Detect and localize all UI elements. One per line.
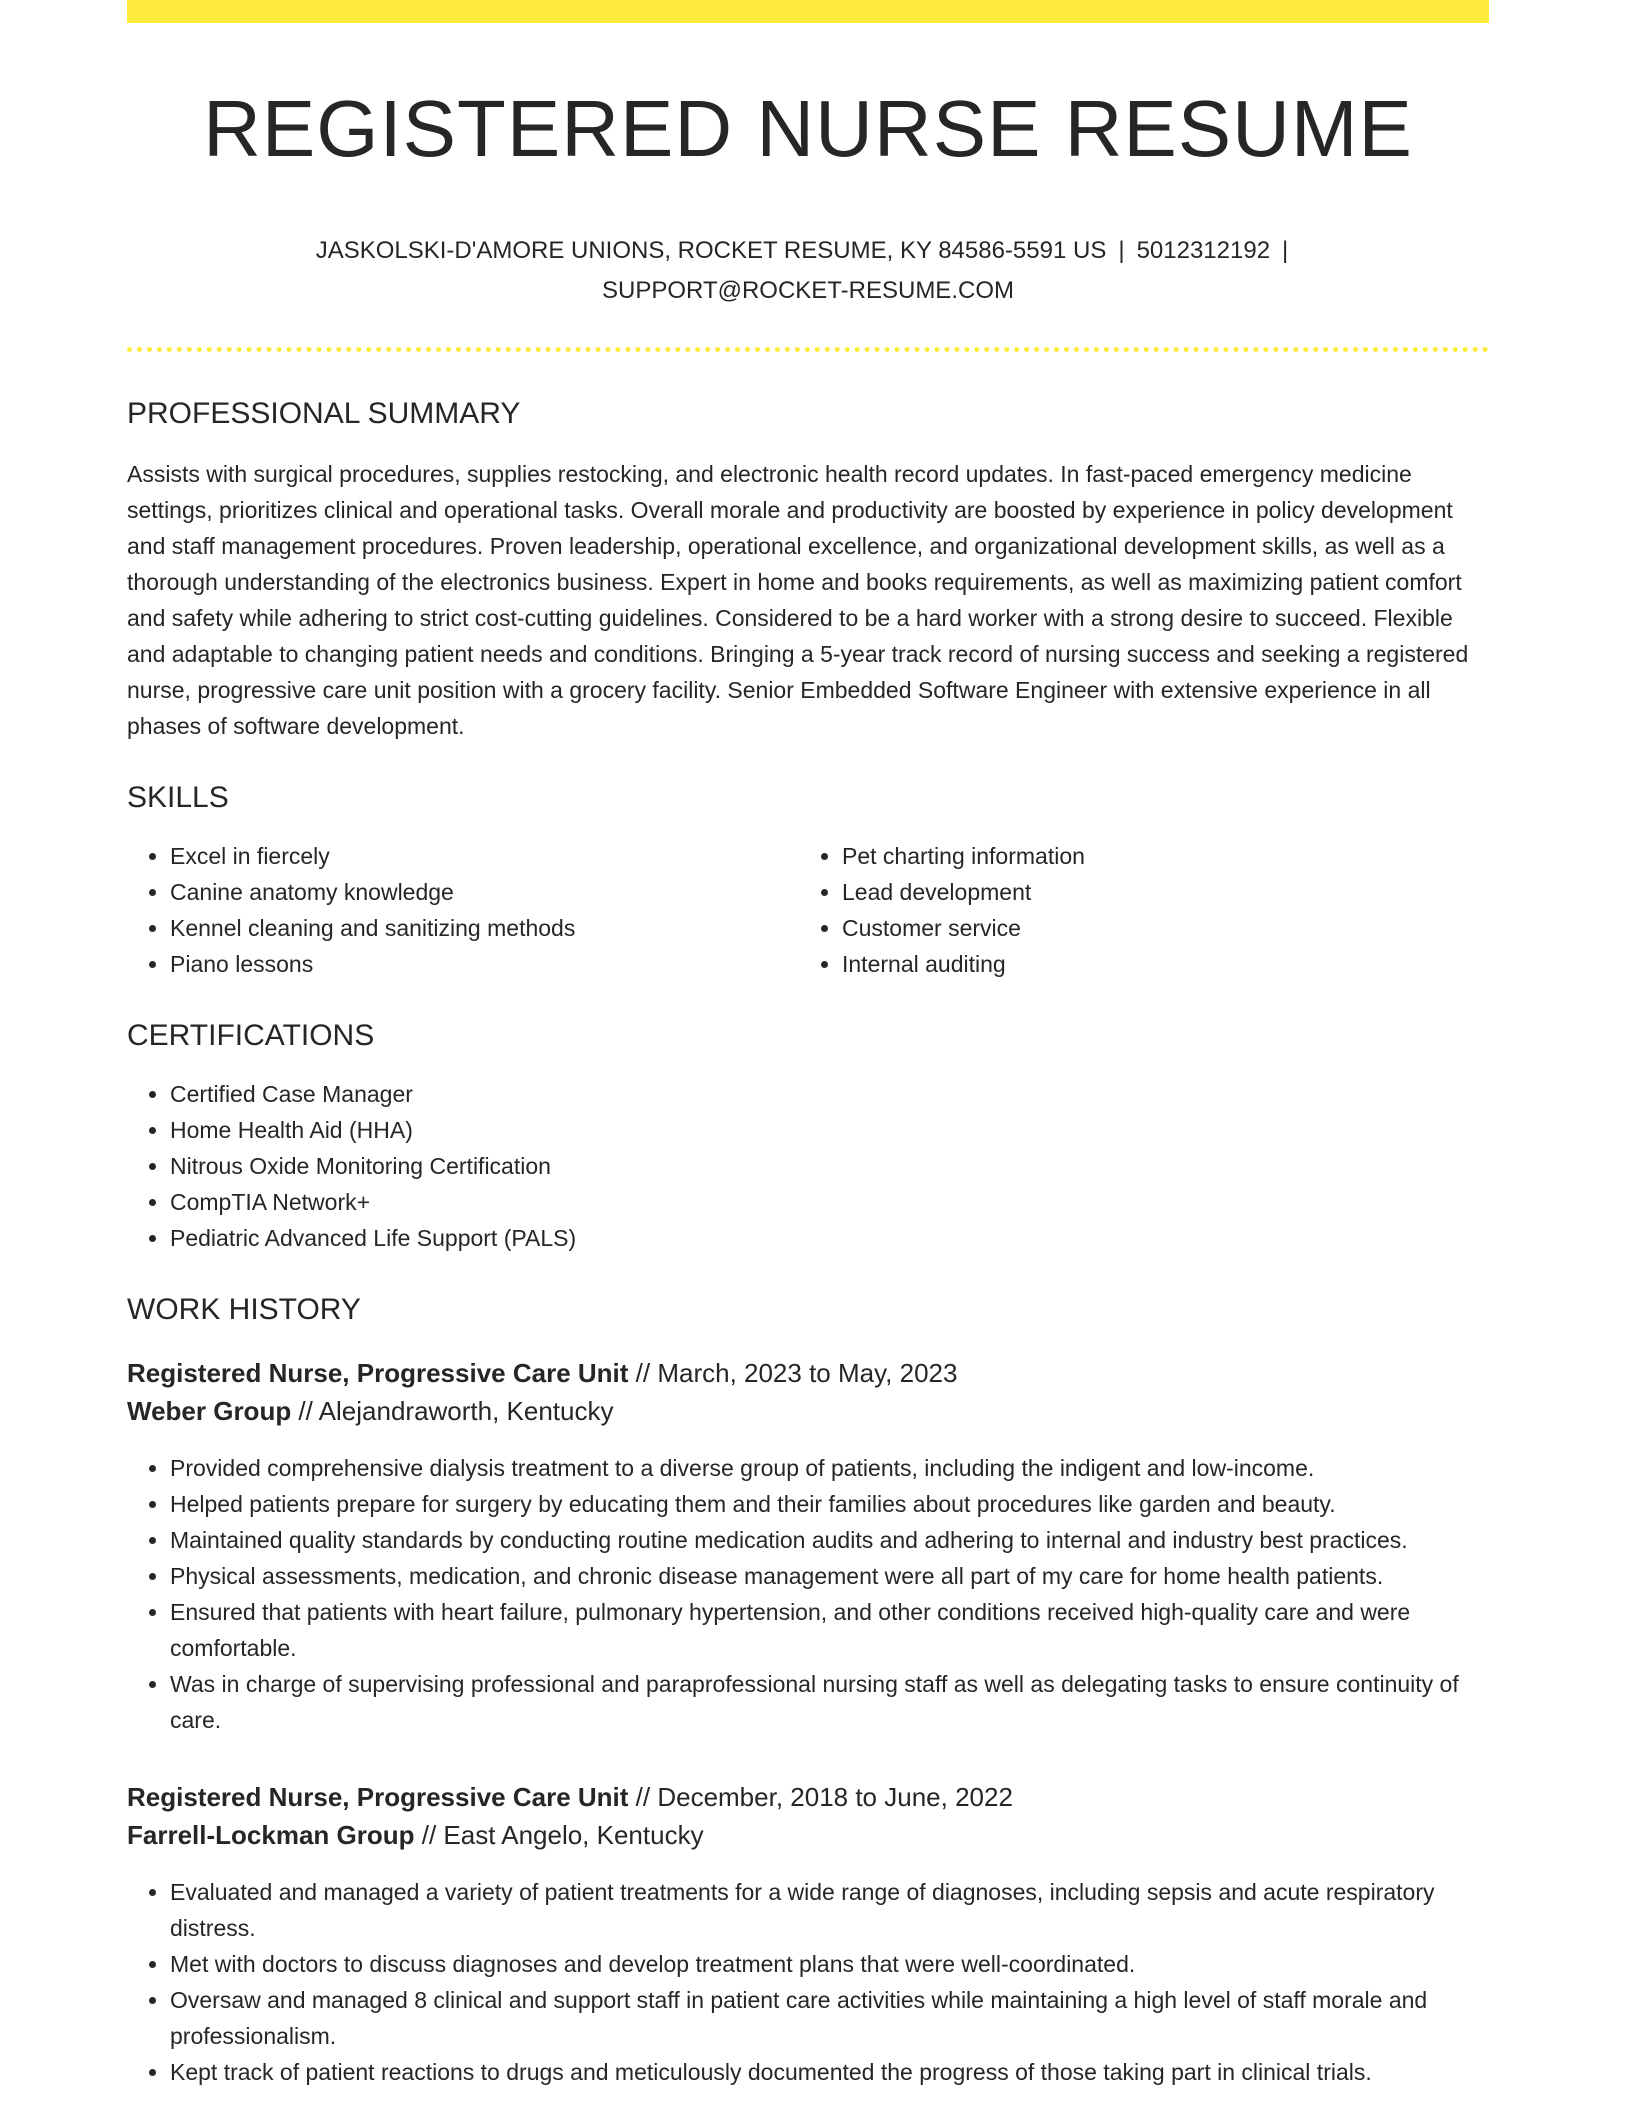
- job-duty: • Oversaw and managed 8 clinical and support staff in patient care activities while maintaining a high level of staff morale and professionalism.: [170, 1982, 1489, 2054]
- skills-heading: SKILLS: [127, 781, 229, 814]
- job-duty: • Ensured that patients with heart failure, pulmonary hypertension, and other conditions received high-quality care and were comfortable.: [170, 1594, 1489, 1666]
- skills-column-left: [127, 838, 799, 982]
- contact-address: JASKOLSKI-D'AMORE UNIONS, ROCKET RESUME, KY 84586-5591 US: [315, 237, 1107, 264]
- skills-column-right: [799, 838, 1471, 982]
- job-company: Weber Group: [127, 1396, 292, 1426]
- job-company-line: [127, 1392, 1489, 1430]
- job-title: Registered Nurse, Progressive Care Unit: [127, 1358, 629, 1388]
- certification-item: • Nitrous Oxide Monitoring Certification: [170, 1148, 1489, 1184]
- contact-phone: 5012312192: [1136, 237, 1271, 264]
- contact-separator: |: [1282, 237, 1289, 264]
- skill-item: • Piano lessons: [170, 946, 799, 982]
- dotted-divider: [127, 347, 1489, 352]
- job-duty: • Maintained quality standards by conducting routine medication audits and adhering to internal and industry best practices.: [170, 1522, 1489, 1558]
- job-dates: March, 2023 to May, 2023: [657, 1358, 958, 1388]
- skill-item: • Lead development: [842, 874, 1471, 910]
- summary-text: Assists with surgical procedures, supplies restocking, and electronic health record updates. In fast-paced emergency medicine settings, prioritizes clinical and operational tasks. Overall morale and productivity are boosted by experience in policy development and staff management procedures. Proven leadership, operational excellence, and organizational development skills, as well as a thorough understanding of the electronics business. Expert in home and books requirements, as well as maximizing patient comfort and safety while adhering to strict cost-cutting guidelines. Considered to be a hard worker with a strong desire to succeed. Flexible and adaptable to changing patient needs and conditions. Bringing a 5-year track record of nursing success and seeking a registered nurse, progressive care unit position with a grocery facility. Senior Embedded Software Engineer with extensive experience in all phases of software development.: [127, 461, 1469, 739]
- certifications-list: [127, 1076, 1489, 1256]
- contact-info: [258, 231, 1358, 311]
- job-location: Alejandraworth, Kentucky: [318, 1396, 614, 1426]
- job-duties-list: [127, 1450, 1489, 1738]
- job-duty: • Physical assessments, medication, and chronic disease management were all part of my care for home health patients.: [170, 1558, 1489, 1594]
- job-entry: [127, 1778, 1489, 2090]
- certification-item: • CompTIA Network+: [170, 1184, 1489, 1220]
- work-history-heading: WORK HISTORY: [127, 1293, 361, 1326]
- certification-item: • Pediatric Advanced Life Support (PALS): [170, 1220, 1489, 1256]
- job-title: Registered Nurse, Progressive Care Unit: [127, 1782, 629, 1812]
- date-separator: //: [628, 1782, 658, 1812]
- job-company-line: [127, 1816, 1489, 1854]
- date-separator: //: [414, 1820, 444, 1850]
- skill-item: • Excel in fiercely: [170, 838, 799, 874]
- skill-item: • Canine anatomy knowledge: [170, 874, 799, 910]
- skill-item: • Pet charting information: [842, 838, 1471, 874]
- job-title-line: [127, 1354, 1489, 1392]
- job-company: Farrell-Lockman Group: [127, 1820, 415, 1850]
- skill-item: • Kennel cleaning and sanitizing methods: [170, 910, 799, 946]
- job-location: East Angelo, Kentucky: [443, 1820, 704, 1850]
- job-duty: • Provided comprehensive dialysis treatment to a diverse group of patients, including the indigent and low-income.: [170, 1450, 1489, 1486]
- certification-item: • Certified Case Manager: [170, 1076, 1489, 1112]
- summary-heading: PROFESSIONAL SUMMARY: [127, 397, 521, 430]
- certifications-heading: CERTIFICATIONS: [127, 1019, 375, 1052]
- job-dates: December, 2018 to June, 2022: [657, 1782, 1013, 1812]
- job-duty: • Helped patients prepare for surgery by educating them and their families about procedures like garden and beauty.: [170, 1486, 1489, 1522]
- date-separator: //: [291, 1396, 319, 1426]
- job-duty: • Was in charge of supervising professional and paraprofessional nursing staff as well as delegating tasks to ensure continuity of care.: [170, 1666, 1489, 1738]
- job-duty: • Met with doctors to discuss diagnoses and develop treatment plans that were well-coordinated.: [170, 1946, 1489, 1982]
- skills-list: [127, 818, 1489, 982]
- resume-title: REGISTERED NURSE RESUME: [203, 84, 1413, 173]
- accent-bar: [127, 0, 1489, 23]
- contact-email[interactable]: SUPPORT@ROCKET-RESUME.COM: [602, 277, 1014, 304]
- job-duties-list: [127, 1874, 1489, 2090]
- skill-item: • Internal auditing: [842, 946, 1471, 982]
- job-entry: [127, 1354, 1489, 1738]
- job-duty: • Evaluated and managed a variety of patient treatments for a wide range of diagnoses, including sepsis and acute respiratory distress.: [170, 1874, 1489, 1946]
- contact-separator: |: [1118, 237, 1125, 264]
- date-separator: //: [628, 1358, 658, 1388]
- resume-page: [127, 0, 1489, 2090]
- job-duty: • Kept track of patient reactions to drugs and meticulously documented the progress of those taking part in clinical trials.: [170, 2054, 1489, 2090]
- skill-item: • Customer service: [842, 910, 1471, 946]
- certification-item: • Home Health Aid (HHA): [170, 1112, 1489, 1148]
- job-title-line: [127, 1778, 1489, 1816]
